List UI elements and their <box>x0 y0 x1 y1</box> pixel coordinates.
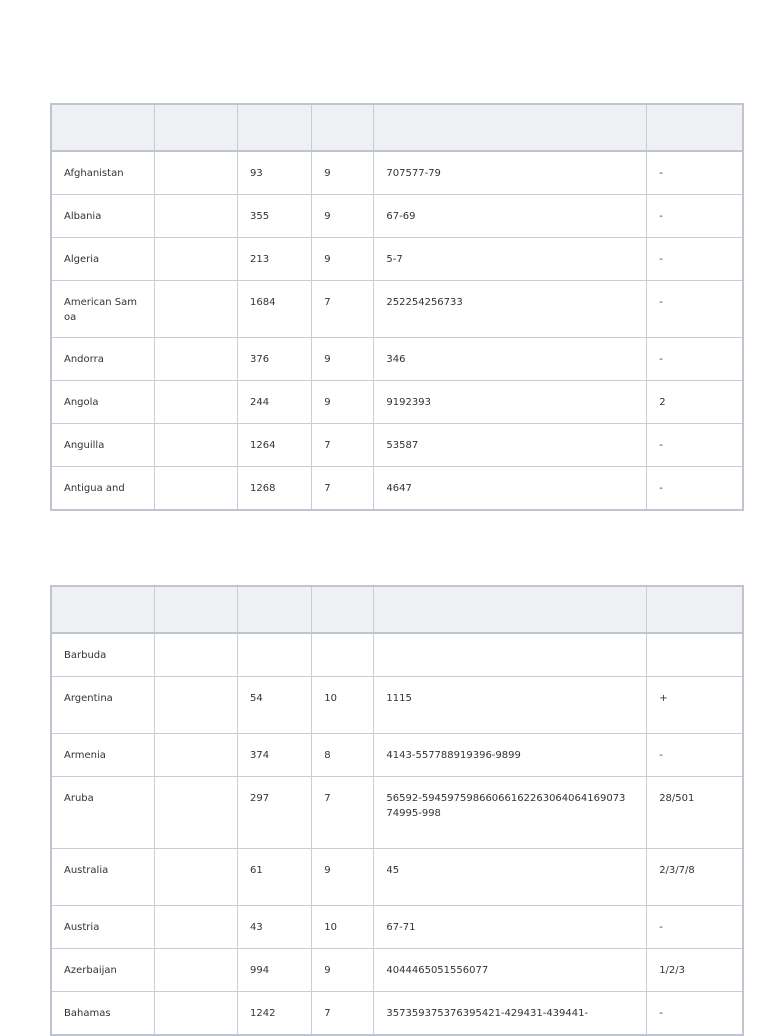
cell-mobile-prefix: 707577-79 <box>374 151 647 195</box>
cell-dial-code <box>238 633 312 677</box>
header-country <box>51 586 154 633</box>
cell-note: - <box>647 281 743 338</box>
cell-local-name <box>154 849 237 906</box>
cell-country: Algeria <box>51 238 154 281</box>
table-row <box>51 281 743 338</box>
cell-country: Antigua and <box>51 467 154 511</box>
cell-number-length: 7 <box>312 467 374 511</box>
table-header-row <box>51 104 743 151</box>
cell-note: - <box>647 992 743 1036</box>
cell-country: Albania <box>51 195 154 238</box>
cell-dial-code: 43 <box>238 906 312 949</box>
cell-country: Australia <box>51 849 154 906</box>
cell-mobile-prefix: 56592-59459759866066162263064064169073 74995-998 <box>374 777 647 849</box>
cell-country: Andorra <box>51 338 154 381</box>
cell-local-name <box>154 949 237 992</box>
cell-local-name <box>154 424 237 467</box>
table-row <box>51 949 743 992</box>
cell-number-length: 9 <box>312 195 374 238</box>
cell-dial-code: 376 <box>238 338 312 381</box>
cell-local-name <box>154 992 237 1036</box>
header-number-length <box>312 104 374 151</box>
cell-note: - <box>647 734 743 777</box>
cell-number-length: 9 <box>312 849 374 906</box>
table-row <box>51 467 743 511</box>
cell-mobile-prefix: 45 <box>374 849 647 906</box>
cell-local-name <box>154 381 237 424</box>
table-row <box>51 677 743 734</box>
cell-note: - <box>647 906 743 949</box>
cell-number-length: 7 <box>312 777 374 849</box>
cell-local-name <box>154 633 237 677</box>
cell-dial-code: 374 <box>238 734 312 777</box>
cell-country: Anguilla <box>51 424 154 467</box>
cell-dial-code: 54 <box>238 677 312 734</box>
table-row <box>51 195 743 238</box>
header-dial-code <box>238 586 312 633</box>
cell-local-name <box>154 151 237 195</box>
cell-dial-code: 61 <box>238 849 312 906</box>
header-mobile-prefix <box>374 104 647 151</box>
table-row <box>51 992 743 1036</box>
cell-number-length: 9 <box>312 151 374 195</box>
table-row <box>51 151 743 195</box>
header-dial-code <box>238 104 312 151</box>
cell-mobile-prefix: 252254256733 <box>374 281 647 338</box>
cell-country: Aruba <box>51 777 154 849</box>
cell-number-length: 9 <box>312 949 374 992</box>
country-code-table-1 <box>50 103 744 511</box>
cell-mobile-prefix: 4647 <box>374 467 647 511</box>
cell-dial-code: 355 <box>238 195 312 238</box>
cell-number-length: 8 <box>312 734 374 777</box>
cell-mobile-prefix: 67-71 <box>374 906 647 949</box>
cell-number-length <box>312 633 374 677</box>
cell-dial-code: 994 <box>238 949 312 992</box>
cell-note: - <box>647 467 743 511</box>
cell-local-name <box>154 906 237 949</box>
cell-note: 2/3/7/8 <box>647 849 743 906</box>
cell-mobile-prefix: 67-69 <box>374 195 647 238</box>
cell-mobile-prefix: 53587 <box>374 424 647 467</box>
header-local-name <box>154 104 237 151</box>
cell-local-name <box>154 677 237 734</box>
cell-local-name <box>154 281 237 338</box>
header-mobile-prefix <box>374 586 647 633</box>
cell-note: - <box>647 238 743 281</box>
cell-country: Austria <box>51 906 154 949</box>
cell-mobile-prefix: 357359375376395421-429431-439441- <box>374 992 647 1036</box>
table-row <box>51 381 743 424</box>
table-row <box>51 338 743 381</box>
table-row <box>51 777 743 849</box>
cell-note: - <box>647 195 743 238</box>
cell-mobile-prefix: 1115 <box>374 677 647 734</box>
cell-number-length: 7 <box>312 281 374 338</box>
cell-note <box>647 633 743 677</box>
cell-note: - <box>647 151 743 195</box>
cell-number-length: 7 <box>312 992 374 1036</box>
cell-note: - <box>647 338 743 381</box>
cell-local-name <box>154 338 237 381</box>
table-row <box>51 849 743 906</box>
cell-mobile-prefix: 5-7 <box>374 238 647 281</box>
cell-number-length: 9 <box>312 238 374 281</box>
cell-local-name <box>154 467 237 511</box>
cell-dial-code: 1264 <box>238 424 312 467</box>
cell-mobile-prefix: 4143-557788919396-9899 <box>374 734 647 777</box>
cell-country: Armenia <box>51 734 154 777</box>
cell-dial-code: 213 <box>238 238 312 281</box>
cell-mobile-prefix: 9192393 <box>374 381 647 424</box>
cell-note: - <box>647 424 743 467</box>
table-row <box>51 906 743 949</box>
cell-country: Argentina <box>51 677 154 734</box>
table-row <box>51 734 743 777</box>
cell-note: + <box>647 677 743 734</box>
cell-dial-code: 93 <box>238 151 312 195</box>
header-local-name <box>154 586 237 633</box>
cell-dial-code: 244 <box>238 381 312 424</box>
cell-local-name <box>154 238 237 281</box>
header-note <box>647 104 743 151</box>
cell-country: Azerbaijan <box>51 949 154 992</box>
cell-dial-code: 1268 <box>238 467 312 511</box>
cell-number-length: 9 <box>312 381 374 424</box>
table-row <box>51 424 743 467</box>
cell-country: Barbuda <box>51 633 154 677</box>
country-code-table-2 <box>50 585 744 1036</box>
table-row <box>51 633 743 677</box>
cell-local-name <box>154 195 237 238</box>
cell-mobile-prefix: 4044465051556077 <box>374 949 647 992</box>
header-number-length <box>312 586 374 633</box>
cell-country: Bahamas <box>51 992 154 1036</box>
cell-country: American Samoa <box>51 281 154 338</box>
table-header-row <box>51 586 743 633</box>
cell-local-name <box>154 734 237 777</box>
cell-note: 1/2/3 <box>647 949 743 992</box>
table-row <box>51 238 743 281</box>
cell-number-length: 10 <box>312 906 374 949</box>
header-country <box>51 104 154 151</box>
cell-note: 2 <box>647 381 743 424</box>
cell-country: Angola <box>51 381 154 424</box>
cell-mobile-prefix <box>374 633 647 677</box>
cell-dial-code: 1242 <box>238 992 312 1036</box>
cell-dial-code: 1684 <box>238 281 312 338</box>
cell-country: Afghanistan <box>51 151 154 195</box>
cell-note: 28/501 <box>647 777 743 849</box>
cell-mobile-prefix: 346 <box>374 338 647 381</box>
cell-number-length: 10 <box>312 677 374 734</box>
cell-number-length: 9 <box>312 338 374 381</box>
cell-dial-code: 297 <box>238 777 312 849</box>
cell-local-name <box>154 777 237 849</box>
header-note <box>647 586 743 633</box>
cell-number-length: 7 <box>312 424 374 467</box>
